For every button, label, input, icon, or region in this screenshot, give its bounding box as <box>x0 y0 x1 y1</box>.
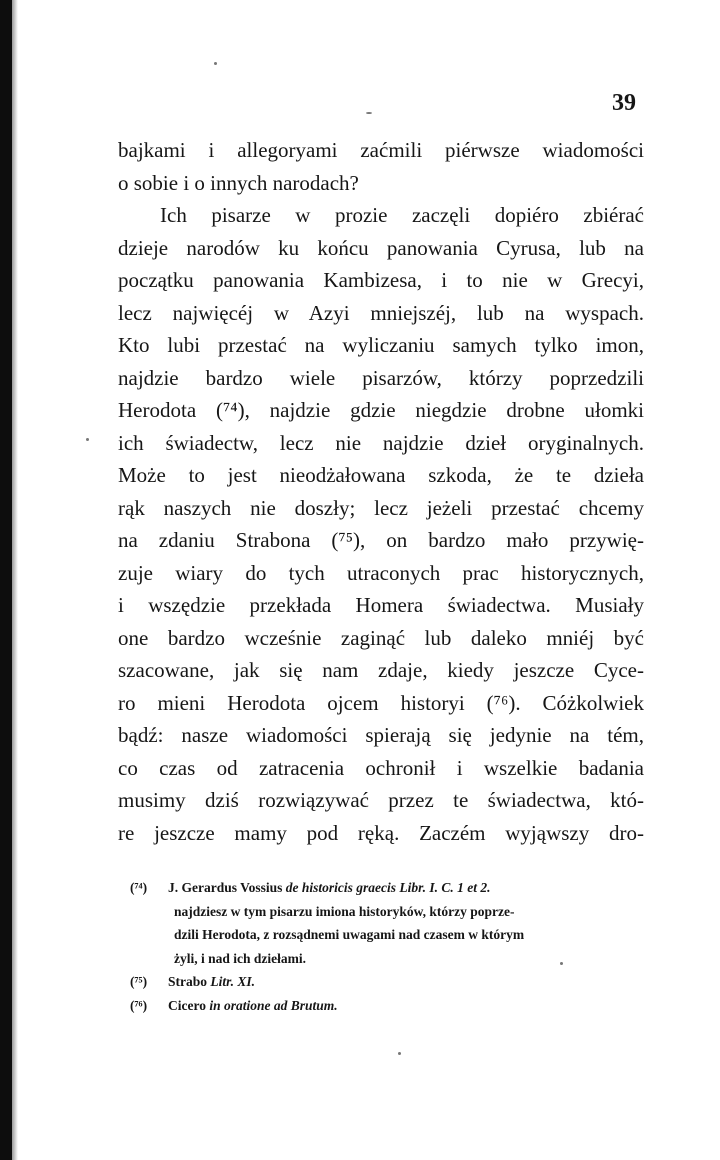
text-line: dzieje narodów ku końcu panowania Cyrusa, lub na <box>118 235 644 260</box>
footnote-76 <box>130 994 644 1018</box>
text-line: co czas od zatracenia ochronił i wszelkie badania <box>118 755 644 780</box>
footnote-citation: in oratione ad Brutum. <box>205 997 338 1013</box>
text-line: początku panowania Kambizesa, i to nie w Grecyi, <box>118 268 644 292</box>
text-line: Może to jest nieodżałowana szkoda, że te dzieła <box>118 463 644 487</box>
text-line: re jeszcze mamy pod ręką. Zaczém wyjąwszy dro- <box>118 820 644 845</box>
text-line: na zdaniu Strabona (⁷⁵), on bardzo mało przywię- <box>118 528 644 552</box>
text-line: szacowane, jak się nam zdaje, kiedy jeszcze Cyce- <box>118 658 644 682</box>
text-line: musimy dziś rozwiązywać przez te świadectwa, któ- <box>118 788 644 812</box>
text-line: ich świadectw, lecz nie najdzie dzieł oryginalnych. <box>118 430 644 455</box>
footnote-marker: (⁷⁴) <box>130 880 148 895</box>
text-line: najdzie bardzo wiele pisarzów, którzy poprzedzili <box>118 365 644 390</box>
footnote-citation: de historicis graecis Libr. I. C. 1 et 2. <box>282 880 491 895</box>
body-text <box>118 134 644 849</box>
text-line: Kto lubi przestać na wyliczaniu samych tylko imon, <box>118 333 644 357</box>
footnote-text: Cicero <box>168 997 206 1013</box>
text-line: bądź: nasze wiadomości spierają się jedynie na tém, <box>118 723 644 747</box>
footnote-text: J. Gerardus Vossius <box>168 880 283 895</box>
footnotes <box>130 876 644 1017</box>
paper-speck <box>560 962 563 965</box>
gutter-shadow <box>12 0 18 1160</box>
footnote-74 <box>130 876 644 900</box>
book-spine-edge <box>0 0 12 1160</box>
footnote-continuation: najdziesz w tym pisarzu imiona historyków, którzy poprze- <box>174 903 515 919</box>
text-line: Herodota (⁷⁴), najdzie gdzie niegdzie drobne ułomki <box>118 398 644 422</box>
text-line: one bardzo wcześnie zaginąć lub daleko mniéj być <box>118 625 644 650</box>
text-line: rąk naszych nie doszły; lecz jeżeli przestać chcemy <box>118 495 644 520</box>
footnote-continuation: dzili Herodota, z rozsądnemi uwagami nad czasem w którym <box>174 927 525 942</box>
footnote-75 <box>130 970 644 994</box>
text-line: Ich pisarze w prozie zaczęli dopiéro zbiérać <box>160 203 644 227</box>
footnote-text: Strabo <box>168 974 208 989</box>
text-line: zuje wiary do tych utraconych prac historycznych, <box>118 560 644 585</box>
paper-speck <box>366 112 372 114</box>
footnote-marker: (⁷⁶) <box>130 997 148 1013</box>
footnote-marker: (⁷⁵) <box>130 974 148 989</box>
paper-speck <box>214 62 217 65</box>
paper-speck <box>86 438 89 441</box>
page-number: 39 <box>612 90 636 116</box>
paper-speck <box>398 1052 401 1055</box>
text-line: lecz najwięcéj w Azyi mniejszéj, lub na wyspach. <box>118 300 644 325</box>
text-line: ro mieni Herodota ojcem historyi (⁷⁶). Cóżkolwiek <box>118 690 644 715</box>
footnote-citation: Litr. XI. <box>207 974 256 989</box>
text-line: bajkami i allegoryami zaćmili piérwsze wiadomości <box>118 138 644 162</box>
text-line: o sobie i o innych narodach? <box>118 170 359 195</box>
footnote-continuation: żyli, i nad ich dziełami. <box>174 950 307 966</box>
text-line: i wszędzie przekłada Homera świadectwa. Musiały <box>118 593 644 617</box>
